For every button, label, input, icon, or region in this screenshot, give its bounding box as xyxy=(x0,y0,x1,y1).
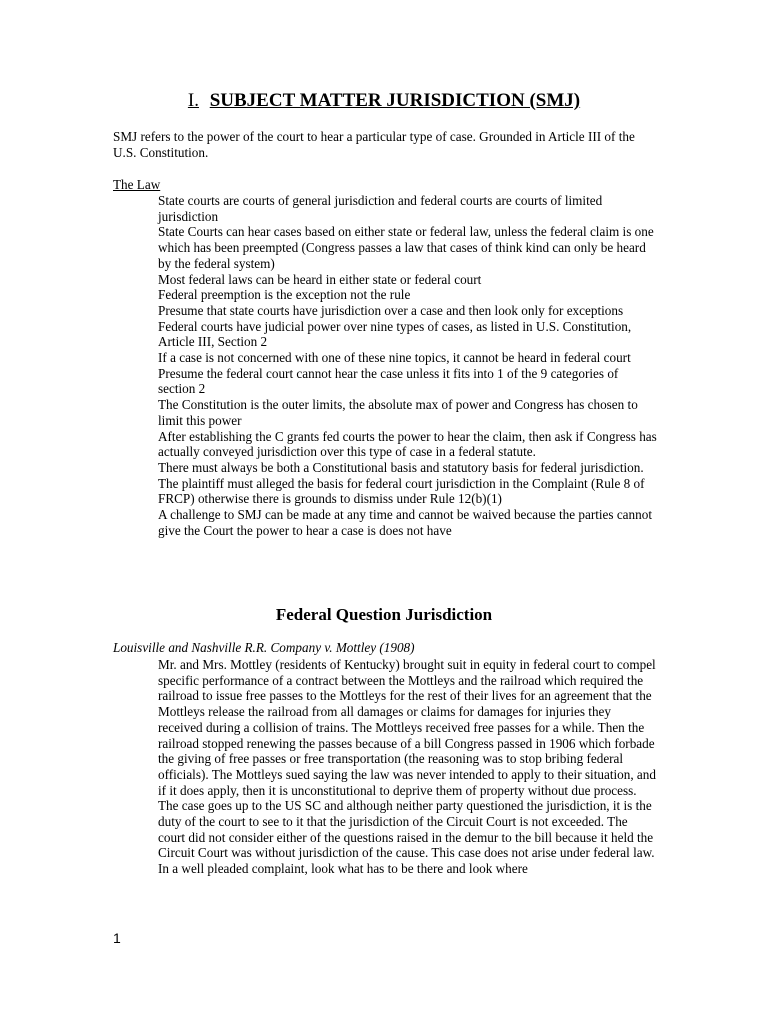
law-item: If a case is not concerned with one of these nine topics, it cannot be heard in federal court xyxy=(158,350,631,366)
law-item: A challenge to SMJ can be made at any time and cannot be waived because the parties cannot give the Court the power to hear a case is does not have xyxy=(158,507,652,538)
law-item: The Constitution is the outer limits, the absolute max of power and Congress has chosen to limit this power xyxy=(158,397,638,428)
law-item: Federal preemption is the exception not the rule xyxy=(158,287,411,303)
law-item: Federal courts have judicial power over nine types of cases, as listed in U.S. Constitution, Article III, Section 2 xyxy=(158,318,632,350)
law-item: After establishing the C grants fed courts the power to hear the claim, then ask if Congress has actually conveyed jurisdiction over this type of case in a federal statute. xyxy=(158,428,657,460)
section-heading xyxy=(0,90,768,112)
law-item: There must always be both a Constitutional basis and statutory basis for federal jurisdiction. xyxy=(158,459,644,475)
law-item: Presume the federal court cannot hear the case unless it fits into 1 of the 9 categories of section 2 xyxy=(158,365,619,397)
case-paragraph: Mr. and Mrs. Mottley (residents of Kentucky) brought suit in equity in federal court to compel specific performance of a contract between the Mottleys and the railroad which required the railroad to issue free passes to the Mottleys for the rest of their lives for an agreement that the Mottleys release the railroad from all damages or claims for damages for injuries they received during a collision of trains. The Mottleys received free passes for a while. Then the railroad stopped renewing the passes because of a bill Congress passed in 1906 which forbade the giving of free passes or free transportation (the reasoning was to stop bribing federal officials). The Mottleys sued saying the law was never intended to apply to their situation, and if it does apply, then it is unconstitutional to deprive them of property without due process. xyxy=(158,657,656,798)
section-title: SUBJECT MATTER JURISDICTION (SMJ) xyxy=(209,90,581,111)
law-item: State courts are courts of general jurisdiction and federal courts are courts of limited jurisdiction xyxy=(158,193,603,224)
law-item: State Courts can hear cases based on either state or federal law, unless the federal claim is one which has been preempted (Congress passes a law that cases of think kind can only be heard by the federal system) xyxy=(158,224,654,271)
case-summary xyxy=(158,657,658,877)
law-item: Most federal laws can be heard in either state or federal court xyxy=(158,271,482,287)
case-paragraph: The case goes up to the US SC and although neither party questioned the jurisdiction, it is the duty of the court to see to it that the jurisdiction of the Circuit Court is not exceeded. The court did not consider either of the questions raised in the demur to the bill because it held the Circuit Court was without jurisdiction of the cause. This case does not arise under federal law. In a well pleaded complaint, look what has to be there and look where xyxy=(158,798,655,877)
case-name: Louisville and Nashville R.R. Company v. Mottley (1908) xyxy=(113,640,415,655)
subsection-title: Federal Question Jurisdiction xyxy=(275,605,493,624)
page-number: 1 xyxy=(113,930,121,946)
intro-paragraph: SMJ refers to the power of the court to hear a particular type of case. Grounded in Article III of the U.S. Constitution. xyxy=(113,129,635,160)
law-list xyxy=(158,193,658,538)
law-item: The plaintiff must alleged the basis for federal court jurisdiction in the Complaint (Rule 8 of FRCP) otherwise there is grounds to dismiss under Rule 12(b)(1) xyxy=(158,475,645,507)
law-heading: The Law xyxy=(113,177,161,192)
section-number: I. xyxy=(187,90,199,111)
law-item: Presume that state courts have jurisdiction over a case and then look only for exceptions xyxy=(158,302,624,318)
